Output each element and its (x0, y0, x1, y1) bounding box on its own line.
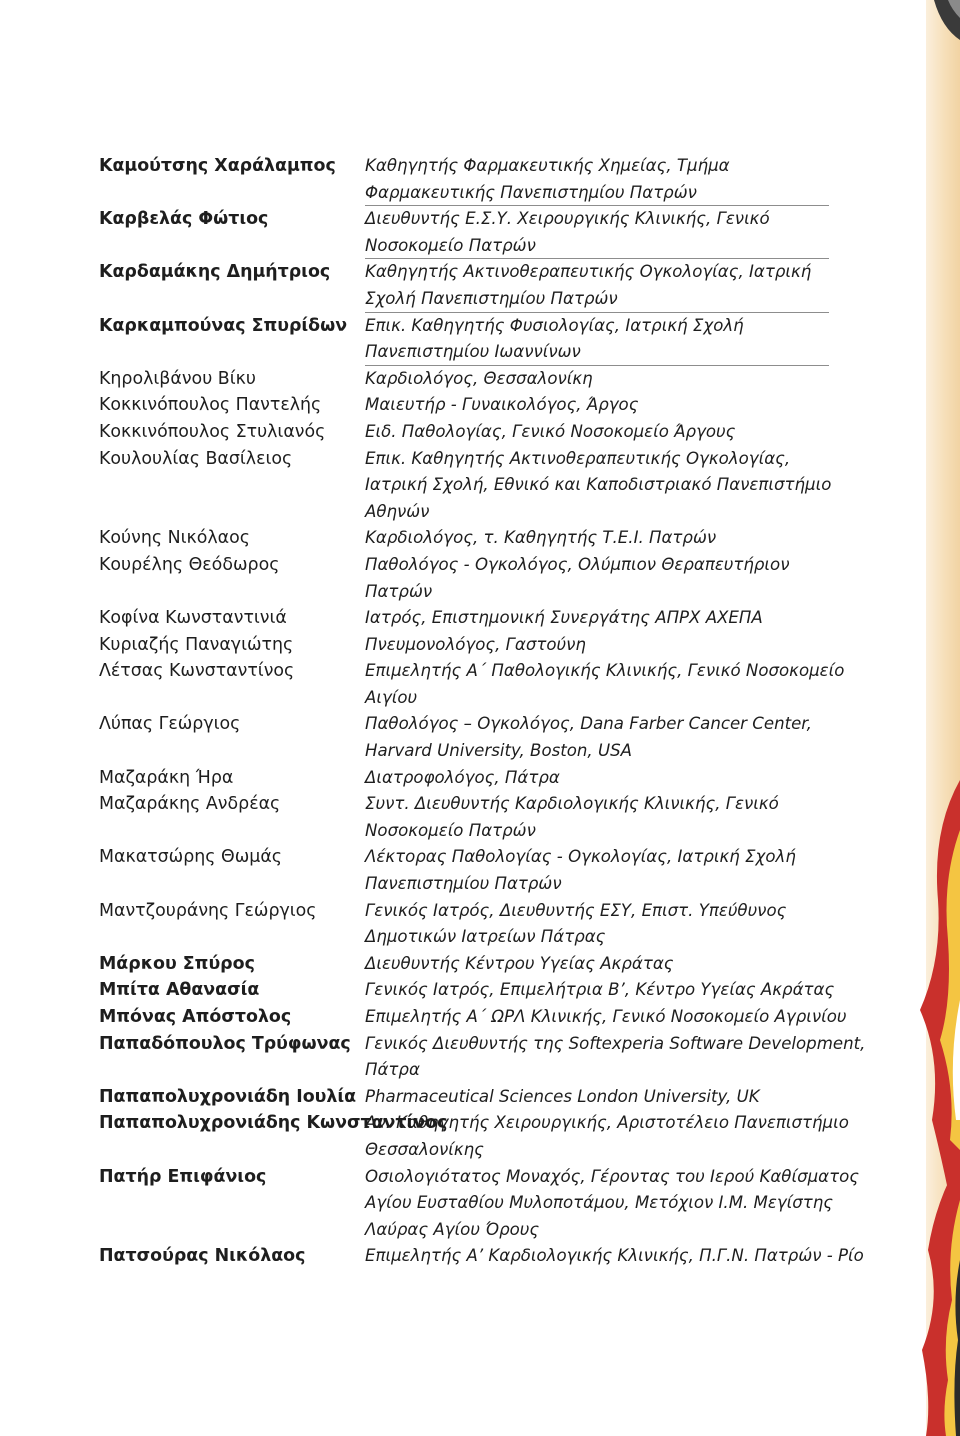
affiliation-line: Λέκτορας Παθολογίας - Ογκολογίας, Ιατρική Σχολή (365, 847, 796, 867)
affiliation-line: Γενικός Διευθυντής της Softexperia Software Development, (365, 1033, 866, 1053)
person-name: Παπαπολυχρονιάδη Ιουλία (99, 1086, 357, 1107)
person-name: Καρκαμπούνας Σπυρίδων (99, 315, 348, 336)
affiliation-line: Αιγίου (365, 687, 418, 707)
person-name: Κοκκινόπουλος Παντελής (99, 395, 322, 416)
edge-artwork-graphic (912, 0, 960, 1436)
person-affiliation (365, 791, 829, 844)
person-affiliation (365, 1031, 866, 1084)
person-name: Πατήρ Επιφάνιος (99, 1166, 267, 1187)
affiliation-line: Επιμελητής Α΄ Παθολογικής Κλινικής, Γενικό Νοσοκομείο (365, 661, 845, 681)
person-affiliation (365, 898, 829, 951)
person-name: Καρδαμάκης Δημήτριος (99, 262, 331, 283)
person-name: Λύπας Γεώργιος (99, 714, 241, 735)
person-name: Κοκκινόπουλος Στυλιανός (99, 421, 326, 442)
person-affiliation (365, 1004, 847, 1031)
person-affiliation (365, 951, 829, 978)
list-item (99, 844, 829, 897)
affiliation-line: Καρδιολόγος, Θεσσαλονίκη (365, 368, 593, 388)
person-affiliation (365, 206, 829, 259)
person-affiliation (365, 977, 835, 1004)
person-name: Παπαπολυχρονιάδης Κωνσταντίνος (99, 1113, 448, 1134)
list-item (99, 898, 829, 951)
person-affiliation (365, 366, 829, 393)
person-affiliation (365, 446, 832, 526)
affiliation-line: Ιατρός, Επιστημονική Συνεργάτης ΑΠΡΧ ΑΧΕΠΑ (365, 608, 763, 628)
speaker-list (99, 153, 866, 1270)
person-affiliation (365, 1084, 829, 1111)
person-name: Καρβελάς Φώτιος (99, 209, 269, 230)
affiliation-line: Αγίου Ευσταθίου Μυλοποτάμου, Μετόχιον Ι.Μ. Μεγίστης (365, 1193, 834, 1213)
affiliation-line: Καθηγητής Ακτινοθεραπευτικής Ογκολογίας, Ιατρική (365, 262, 812, 282)
person-name: Κουρέλης Θεόδωρος (99, 554, 280, 575)
affiliation-line: Επικ. Καθηγητής Ακτινοθεραπευτικής Ογκολογίας, (365, 448, 791, 468)
person-name: Μάρκου Σπύρος (99, 953, 255, 974)
person-name: Λέτσας Κωνσταντίνος (99, 661, 295, 682)
list-item (99, 791, 829, 844)
person-affiliation (365, 1164, 859, 1244)
affiliation-line: Pharmaceutical Sciences London University, UK (365, 1086, 760, 1106)
person-name: Κούνης Νικόλαος (99, 528, 250, 549)
person-affiliation (365, 392, 829, 419)
affiliation-line: Harvard University, Boston, USA (365, 741, 632, 761)
person-affiliation (365, 552, 829, 605)
affiliation-line: Θεσσαλονίκης (365, 1139, 484, 1159)
list-item (99, 977, 835, 1004)
affiliation-line: Παθολόγος - Ογκολόγος, Ολύμπιον Θεραπευτήριον (365, 554, 790, 574)
person-affiliation (365, 605, 829, 632)
affiliation-line: Νοσοκομείο Πατρών (365, 820, 536, 840)
affiliation-line: Νοσοκομείο Πατρών (365, 233, 829, 260)
affiliation-line: Επικ. Καθηγητής Φυσιολογίας, Ιατρική Σχολή (365, 315, 744, 335)
person-affiliation (365, 259, 829, 312)
list-item (99, 259, 829, 312)
list-item (99, 446, 832, 526)
list-item (99, 552, 829, 605)
affiliation-line: Πνευμονολόγος, Γαστούνη (365, 634, 586, 654)
person-name: Μπίτα Αθανασία (99, 980, 260, 1001)
list-item (99, 1164, 859, 1244)
person-name: Μαντζουράνης Γεώργιος (99, 900, 317, 921)
list-item (99, 951, 829, 978)
person-name: Πατσούρας Νικόλαος (99, 1246, 306, 1267)
list-item (99, 658, 845, 711)
person-name: Μαζαράκης Ανδρέας (99, 794, 281, 815)
affiliation-line: Ειδ. Παθολογίας, Γενικό Νοσοκομείο Άργους (365, 421, 736, 441)
affiliation-line: Καρδιολόγος, τ. Καθηγητής Τ.Ε.Ι. Πατρών (365, 528, 717, 548)
list-item (99, 419, 829, 446)
person-name: Μπόνας Απόστολος (99, 1007, 292, 1027)
affiliation-line: Λαύρας Αγίου Όρους (365, 1219, 540, 1239)
person-name: Μαζαράκη Ήρα (99, 767, 234, 788)
person-affiliation (365, 844, 829, 897)
list-item (99, 1110, 849, 1163)
affiliation-line: Αν. Καθηγητής Χειρουργικής, Αριστοτέλειο Πανεπιστήμιο (365, 1113, 849, 1133)
affiliation-line: Επιμελητής Α΄ ΩΡΛ Κλινικής, Γενικό Νοσοκομείο Αγρινίου (365, 1007, 847, 1026)
affiliation-line: Πατρών (365, 581, 433, 601)
person-affiliation (365, 525, 829, 552)
person-name: Παπαδόπουλος Τρύφωνας (99, 1033, 351, 1054)
affiliation-line: Πάτρα (365, 1060, 420, 1080)
affiliation-line: Διευθυντής Κέντρου Υγείας Ακράτας (365, 953, 674, 973)
list-item (99, 313, 829, 366)
decorative-edge-artwork (912, 0, 960, 1436)
person-name: Κυριαζής Παναγιώτης (99, 634, 294, 655)
affiliation-line: Οσιολογιότατος Μοναχός, Γέροντας του Ιερού Καθίσματος (365, 1166, 859, 1186)
affiliation-line: Καθηγητής Φαρμακευτικής Χημείας, Τμήμα (365, 156, 730, 175)
person-affiliation (365, 632, 829, 659)
person-affiliation (365, 765, 829, 792)
person-affiliation (365, 711, 829, 764)
person-name: Κοφίνα Κωνσταντινιά (99, 608, 287, 629)
affiliation-line: Μαιευτήρ - Γυναικολόγος, Άργος (365, 395, 639, 415)
affiliation-line: Γενικός Ιατρός, Επιμελήτρια Β’, Κέντρο Υγείας Ακράτας (365, 980, 835, 1000)
person-name: Καμούτσης Χαράλαμπος (99, 156, 336, 176)
affiliation-line: Σχολή Πανεπιστημίου Πατρών (365, 286, 829, 313)
list-item (99, 765, 829, 792)
affiliation-line: Παθολόγος – Ογκολόγος, Dana Farber Cancer Center, (365, 714, 812, 734)
list-item (99, 392, 829, 419)
affiliation-line: Συντ. Διευθυντής Καρδιολογικής Κλινικής, Γενικό (365, 794, 779, 814)
list-item (99, 1031, 866, 1084)
person-affiliation (365, 153, 829, 206)
list-item (99, 206, 829, 259)
affiliation-line: Φαρμακευτικής Πανεπιστημίου Πατρών (365, 180, 829, 207)
affiliation-line: Διευθυντής Ε.Σ.Υ. Χειρουργικής Κλινικής, Γενικό (365, 209, 770, 229)
person-affiliation (365, 1110, 849, 1163)
affiliation-line: Διατροφολόγος, Πάτρα (365, 767, 560, 787)
affiliation-line: Πανεπιστημίου Ιωαννίνων (365, 339, 829, 366)
list-item (99, 525, 829, 552)
affiliation-line: Ιατρική Σχολή, Εθνικό και Καποδιστριακό Πανεπιστήμιο (365, 475, 832, 495)
list-item (99, 711, 829, 764)
person-affiliation (365, 1243, 864, 1270)
affiliation-line: Γενικός Ιατρός, Διευθυντής ΕΣΥ, Επιστ. Υπεύθυνος (365, 900, 787, 920)
person-affiliation (365, 419, 829, 446)
list-item (99, 366, 829, 393)
affiliation-line: Δημοτικών Ιατρείων Πάτρας (365, 927, 606, 947)
person-affiliation (365, 313, 829, 366)
list-item (99, 1004, 847, 1031)
person-name: Κηρολιβάνου Βίκυ (99, 368, 256, 389)
affiliation-line: Επιμελητής Α’ Καρδιολογικής Κλινικής, Π.Γ.Ν. Πατρών - Ρίο (365, 1246, 864, 1266)
affiliation-line: Πανεπιστημίου Πατρών (365, 874, 562, 894)
person-name: Μακατσώρης Θωμάς (99, 847, 283, 868)
list-item (99, 1243, 864, 1270)
list-item (99, 153, 829, 206)
list-item (99, 632, 829, 659)
person-affiliation (365, 658, 845, 711)
list-item (99, 1084, 829, 1111)
list-item (99, 605, 829, 632)
person-name: Κουλουλίας Βασίλειος (99, 448, 293, 469)
affiliation-line: Αθηνών (365, 501, 430, 521)
